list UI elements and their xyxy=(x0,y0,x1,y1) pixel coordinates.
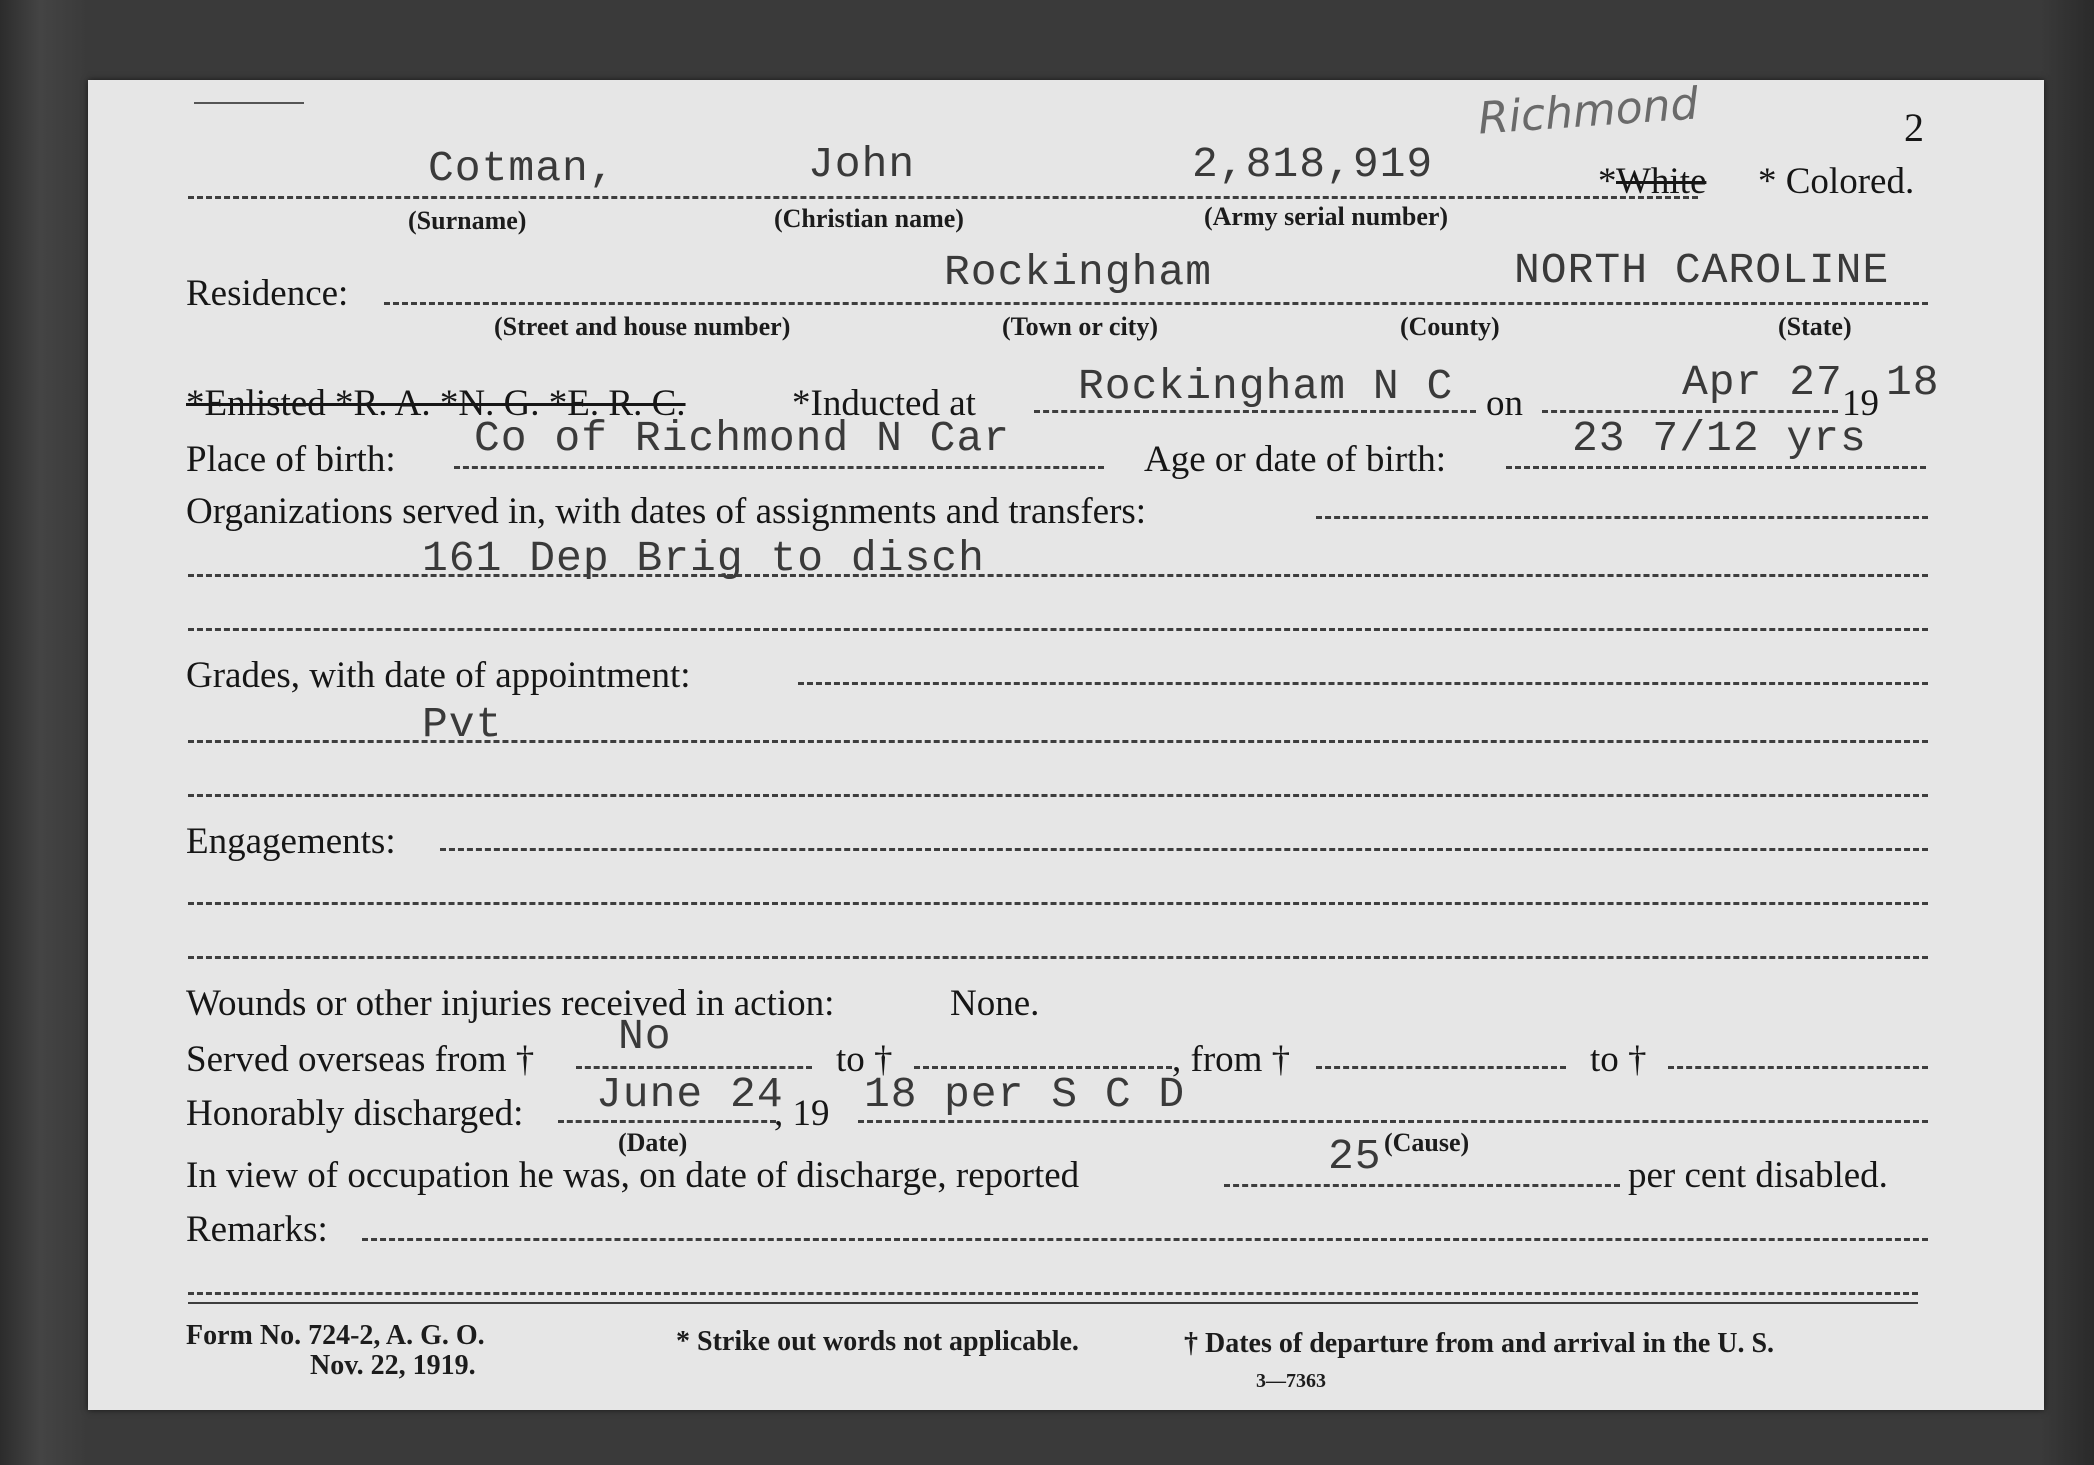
caption-state: (State) xyxy=(1778,312,1852,341)
christian-name-value: John xyxy=(808,140,916,189)
service-record-card xyxy=(88,80,2044,1410)
organizations-value: 161 Dep Brig to disch xyxy=(422,534,985,583)
overseas-label: Served overseas from † xyxy=(186,1039,535,1080)
caption-surname: (Surname) xyxy=(408,206,527,235)
discharged-label: Honorably discharged: xyxy=(186,1093,524,1134)
organizations-line-1 xyxy=(1316,516,1928,519)
residence-state-value: NORTH CAROLINE xyxy=(1514,246,1890,295)
residence-town-value: Rockingham xyxy=(944,248,1213,297)
residence-line xyxy=(384,302,1928,305)
birth-place-label: Place of birth: xyxy=(186,439,396,480)
discharge-date-line xyxy=(558,1120,776,1123)
remarks-label: Remarks: xyxy=(186,1209,328,1250)
strike-note: * Strike out words not applicable. xyxy=(676,1326,1079,1357)
wounds-value: None. xyxy=(950,983,1040,1024)
discharge-cause-value: per S C D xyxy=(944,1070,1186,1119)
caption-town: (Town or city) xyxy=(1002,312,1158,341)
overseas-from-line-2 xyxy=(1316,1066,1566,1069)
race-white-marker: * xyxy=(1598,161,1617,202)
inducted-year-value: 18 xyxy=(1886,358,1940,407)
occupation-label: In view of occupation he was, on date of discharge, reported xyxy=(186,1155,1080,1196)
caption-date: (Date) xyxy=(618,1128,688,1157)
dagger-note: † Dates of departure from and arrival in the U. S. xyxy=(1184,1328,1775,1359)
disabled-label: per cent disabled. xyxy=(1628,1155,1888,1196)
overseas-from-value: No xyxy=(618,1012,672,1061)
surname-value: Cotman, xyxy=(428,144,616,193)
remarks-line-2 xyxy=(188,1292,1918,1295)
top-rule xyxy=(194,102,304,104)
age-value: 23 7/12 yrs xyxy=(1572,414,1867,463)
overseas-from-line xyxy=(576,1066,812,1069)
card-number: 2 xyxy=(1904,105,1924,150)
enlisted-options-struck: *Enlisted *R. A. *N. G. *E. R. C. xyxy=(186,383,686,424)
race-colored: * Colored. xyxy=(1758,161,1915,202)
caption-christian-name: (Christian name) xyxy=(774,204,964,233)
discharge-date-value: June 24 xyxy=(596,1070,784,1119)
caption-street: (Street and house number) xyxy=(494,312,791,341)
inducted-date-line xyxy=(1542,410,1838,413)
grades-line-2 xyxy=(188,740,1928,743)
inducted-place-line xyxy=(1034,410,1476,413)
grades-label: Grades, with date of appointment: xyxy=(186,655,691,696)
overseas-to-label: to † xyxy=(836,1039,893,1080)
form-date: Nov. 22, 1919. xyxy=(310,1350,476,1381)
inducted-place-value: Rockingham N C xyxy=(1078,362,1454,411)
form-number: Form No. 724-2, A. G. O. xyxy=(186,1320,485,1351)
residence-label: Residence: xyxy=(186,273,349,314)
caption-serial: (Army serial number) xyxy=(1204,202,1449,231)
disability-percent-value: 25 xyxy=(1328,1132,1382,1181)
birth-place-value: Co of Richmond N Car xyxy=(474,414,1011,463)
engagements-line-3 xyxy=(188,956,1928,959)
birth-place-line xyxy=(454,466,1104,469)
engagements-line-1 xyxy=(440,848,1928,851)
organizations-line-3 xyxy=(188,628,1928,631)
discharge-year-value: 18 xyxy=(864,1070,918,1119)
age-line xyxy=(1506,466,1926,469)
overseas-to-line xyxy=(914,1066,1172,1069)
serial-number-value: 2,818,919 xyxy=(1192,140,1434,189)
caption-cause: (Cause) xyxy=(1384,1128,1470,1157)
engagements-label: Engagements: xyxy=(186,821,396,862)
print-code: 3—7363 xyxy=(1256,1370,1326,1392)
discharge-cause-line xyxy=(858,1120,1928,1123)
name-line xyxy=(188,196,1698,199)
pencil-county-note: Richmond xyxy=(1476,78,1700,145)
grade-value: Pvt xyxy=(422,700,503,749)
year-prefix: 19 xyxy=(1842,383,1879,424)
grades-line-3 xyxy=(188,794,1928,797)
disability-line xyxy=(1224,1184,1620,1187)
age-label: Age or date of birth: xyxy=(1144,439,1447,480)
on-label: on xyxy=(1486,383,1523,424)
caption-county: (County) xyxy=(1400,312,1500,341)
wounds-label: Wounds or other injuries received in action: xyxy=(186,983,835,1024)
remarks-line-1 xyxy=(362,1238,1928,1241)
overseas-from-label-2: , from † xyxy=(1172,1039,1291,1080)
engagements-line-2 xyxy=(188,902,1928,905)
grades-line-1 xyxy=(798,682,1928,685)
organizations-label: Organizations served in, with dates of assignments and transfers: xyxy=(186,491,1147,532)
overseas-to-label-2: to † xyxy=(1590,1039,1647,1080)
inducted-date-value: Apr 27 xyxy=(1682,358,1843,407)
overseas-to-line-2 xyxy=(1668,1066,1928,1069)
inducted-label: *Inducted at xyxy=(792,383,976,424)
race-white-struck: White xyxy=(1616,161,1707,202)
bottom-rule xyxy=(188,1302,1918,1304)
organizations-line-2 xyxy=(188,574,1928,577)
discharge-year-prefix: , 19 xyxy=(774,1093,830,1134)
